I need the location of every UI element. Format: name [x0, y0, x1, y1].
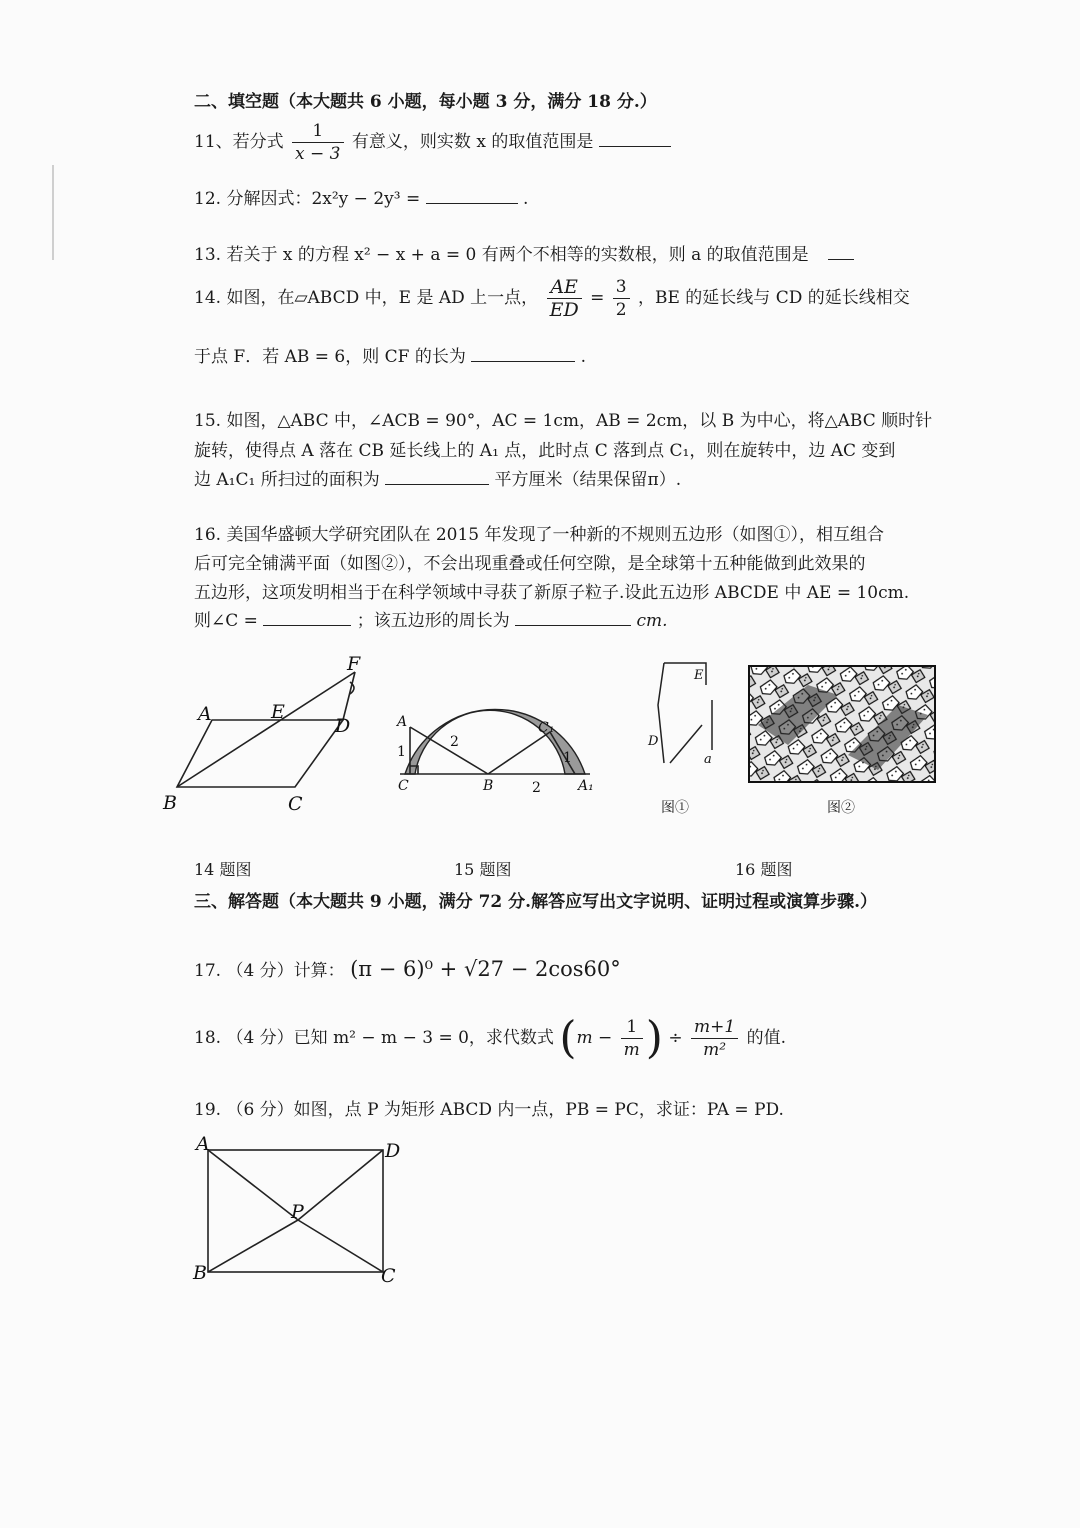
fig19-line-pb: [208, 1220, 298, 1272]
question-17: [194, 956, 621, 981]
q13-text: 13. 若关于 x 的方程 x² − x + a = 0 有两个不相等的实数根，则 a 的取值范围是: [194, 245, 809, 265]
q17-pre: 17. （4 分）计算：: [194, 961, 345, 981]
q17-expression: (π − 6)⁰ + √27 − 2cos60°: [350, 957, 621, 981]
q15-line3: [194, 465, 681, 490]
question-18: [194, 1012, 787, 1064]
q18-right-paren: ): [645, 1012, 663, 1064]
fig16-label-a: a: [704, 752, 712, 767]
scan-margin-line: [52, 165, 54, 260]
q12-end: .: [523, 189, 529, 209]
q16-line3: 五边形，这项发明相当于在科学领域中寻获了新原子粒子.设此五边形 ABCDE 中 AE = 10cm.: [194, 583, 910, 603]
fig16-label-d: D: [648, 734, 659, 749]
q14-answer-blank[interactable]: [471, 347, 575, 362]
q18-f2-den: m²: [703, 1040, 727, 1060]
q12-text: 12. 分解因式：2x²y − 2y³ =: [194, 189, 421, 209]
fig15-side-bc1: [488, 732, 550, 774]
fig19-line-pa: [208, 1150, 298, 1220]
section-3-header: 三、解答题（本大题共 9 小题，满分 72 分.解答应写出文字说明、证明过程或演算步骤.）: [194, 892, 877, 912]
q18-div: ÷: [668, 1028, 683, 1048]
fig14-label-e: E: [271, 701, 285, 723]
q11-frac-num: 1: [292, 120, 343, 143]
fig15-shaded-ring: [405, 709, 585, 774]
q15-answer-blank[interactable]: [385, 470, 489, 485]
fig15-label-a1: A₁: [578, 778, 594, 794]
fig19-label-a: A: [196, 1133, 210, 1155]
fig15-label-two-base: 2: [532, 780, 541, 796]
fig15-label-c1: C₁: [538, 720, 555, 736]
fig14-label-d: D: [335, 715, 351, 737]
fig15-label-one-right: 1: [563, 750, 572, 766]
q14-fraction-value: [613, 276, 630, 321]
fig14-label-f: F: [347, 653, 361, 675]
q14-val-den: 2: [615, 300, 627, 320]
q11-post: 有意义，则实数 x 的取值范围是: [351, 132, 594, 152]
question-14: [194, 276, 910, 321]
figure-14-parallelogram: [155, 652, 375, 822]
q14-fraction-ae-ed: [547, 276, 582, 321]
fig16-caption-2: 图②: [827, 800, 855, 816]
q18-inner-m: m −: [576, 1028, 613, 1048]
q18-f2-num: m+1: [691, 1016, 738, 1039]
q18-f1-num: 1: [621, 1016, 643, 1039]
q15-line3-pre: 边 A₁C₁ 所扫过的面积为: [194, 470, 380, 490]
fig14-label-c: C: [288, 793, 303, 815]
fig15-label-b: B: [483, 778, 494, 794]
q18-fraction-2: [691, 1016, 738, 1061]
caption-fig-16: 16 题图: [735, 860, 793, 879]
fig19-label-b: B: [193, 1262, 207, 1284]
q16-perimeter-blank[interactable]: [515, 611, 631, 626]
fig15-label-c: C: [398, 778, 409, 794]
fig14-label-b: B: [163, 792, 177, 814]
caption-fig-14: 14 题图: [194, 860, 252, 879]
section-2-header: 二、填空题（本大题共 6 小题，每小题 3 分，满分 18 分.）: [194, 92, 657, 112]
fig19-label-d: D: [385, 1140, 401, 1162]
q14-end: .: [580, 347, 587, 367]
q16-line1: 16. 美国华盛顿大学研究团队在 2015 年发现了一种新的不规则五边形（如图①），相互组合: [194, 525, 885, 545]
q14-pre: 14. 如图，在▱ABCD 中，E 是 AD 上一点，: [194, 288, 539, 308]
q16-line4-post: cm.: [636, 611, 668, 631]
fig14-parallelogram-outline: [177, 720, 343, 787]
figure-15-rotation: [390, 652, 610, 802]
q11-fraction: [292, 120, 343, 165]
fig16-caption-1: 图①: [661, 800, 689, 816]
fig14-line-bf: [177, 672, 355, 787]
question-12: [194, 184, 528, 209]
q15-line1: 15. 如图，△ABC 中，∠ACB = 90°，AC = 1cm，AB = 2cm，以 B 为中心，将△ABC 顺时针: [194, 411, 933, 431]
fig19-line-pc: [298, 1220, 383, 1272]
caption-fig-15: 15 题图: [454, 860, 512, 879]
fig19-label-p: P: [291, 1201, 304, 1223]
q18-fraction-1: [621, 1016, 643, 1061]
question-14-line2: [194, 342, 586, 367]
question-13: [194, 240, 854, 265]
q16-line4: [194, 606, 668, 631]
figure-19-rectangle: [188, 1132, 413, 1287]
q15-line3-post: 平方厘米（结果保留π）.: [494, 470, 682, 490]
q18-left-paren: (: [559, 1012, 577, 1064]
fig16-pentagon-right: [670, 725, 702, 763]
fig15-label-two-slant: 2: [450, 734, 459, 750]
question-19: 19. （6 分）如图，点 P 为矩形 ABCD 内一点，PB = PC，求证：PA = PD.: [194, 1100, 784, 1120]
q11-answer-blank[interactable]: [599, 132, 671, 147]
fig16-pentagon-left: [658, 663, 664, 763]
q11-pre: 11、若分式: [194, 132, 284, 152]
q16-line2: 后可完全铺满平面（如图②），不会出现重叠或任何空隙，是全球第十五种能做到此效果的: [194, 554, 866, 574]
q14-line2-text: 于点 F．若 AB = 6，则 CF 的长为: [194, 347, 466, 367]
q18-f1-den: m: [623, 1040, 640, 1060]
q18-post: 的值.: [746, 1028, 787, 1048]
fig15-label-one-left: 1: [397, 744, 406, 760]
q14-frac-den: ED: [549, 299, 579, 321]
q13-answer-blank[interactable]: [828, 245, 854, 260]
q14-eq: =: [590, 288, 605, 308]
q12-answer-blank[interactable]: [426, 189, 518, 204]
fig15-label-a: A: [397, 714, 408, 730]
q14-post: ，BE 的延长线与 CD 的延长线相交: [637, 288, 910, 308]
question-11: [194, 120, 671, 165]
q16-line4-mid: ；该五边形的周长为: [356, 611, 510, 631]
q16-line4-pre: 则∠C =: [194, 611, 258, 631]
q11-frac-den: x − 3: [295, 144, 341, 164]
fig14-label-a: A: [198, 703, 212, 725]
q14-frac-num: AE: [547, 276, 582, 299]
q18-pre: 18. （4 分）已知 m² − m − 3 = 0，求代数式: [194, 1028, 554, 1048]
figure-16-pentagon: [628, 655, 723, 785]
fig19-line-pd: [298, 1150, 383, 1220]
figure-16-tiling: [748, 665, 936, 783]
q14-val-num: 3: [613, 276, 630, 299]
q15-line2: 旋转，使得点 A 落在 CB 延长线上的 A₁ 点，此时点 C 落到点 C₁，则在旋转中，边 AC 变到: [194, 441, 896, 461]
q16-angle-blank[interactable]: [263, 611, 351, 626]
fig16-label-e: E: [694, 668, 704, 683]
fig19-label-c: C: [381, 1265, 396, 1287]
